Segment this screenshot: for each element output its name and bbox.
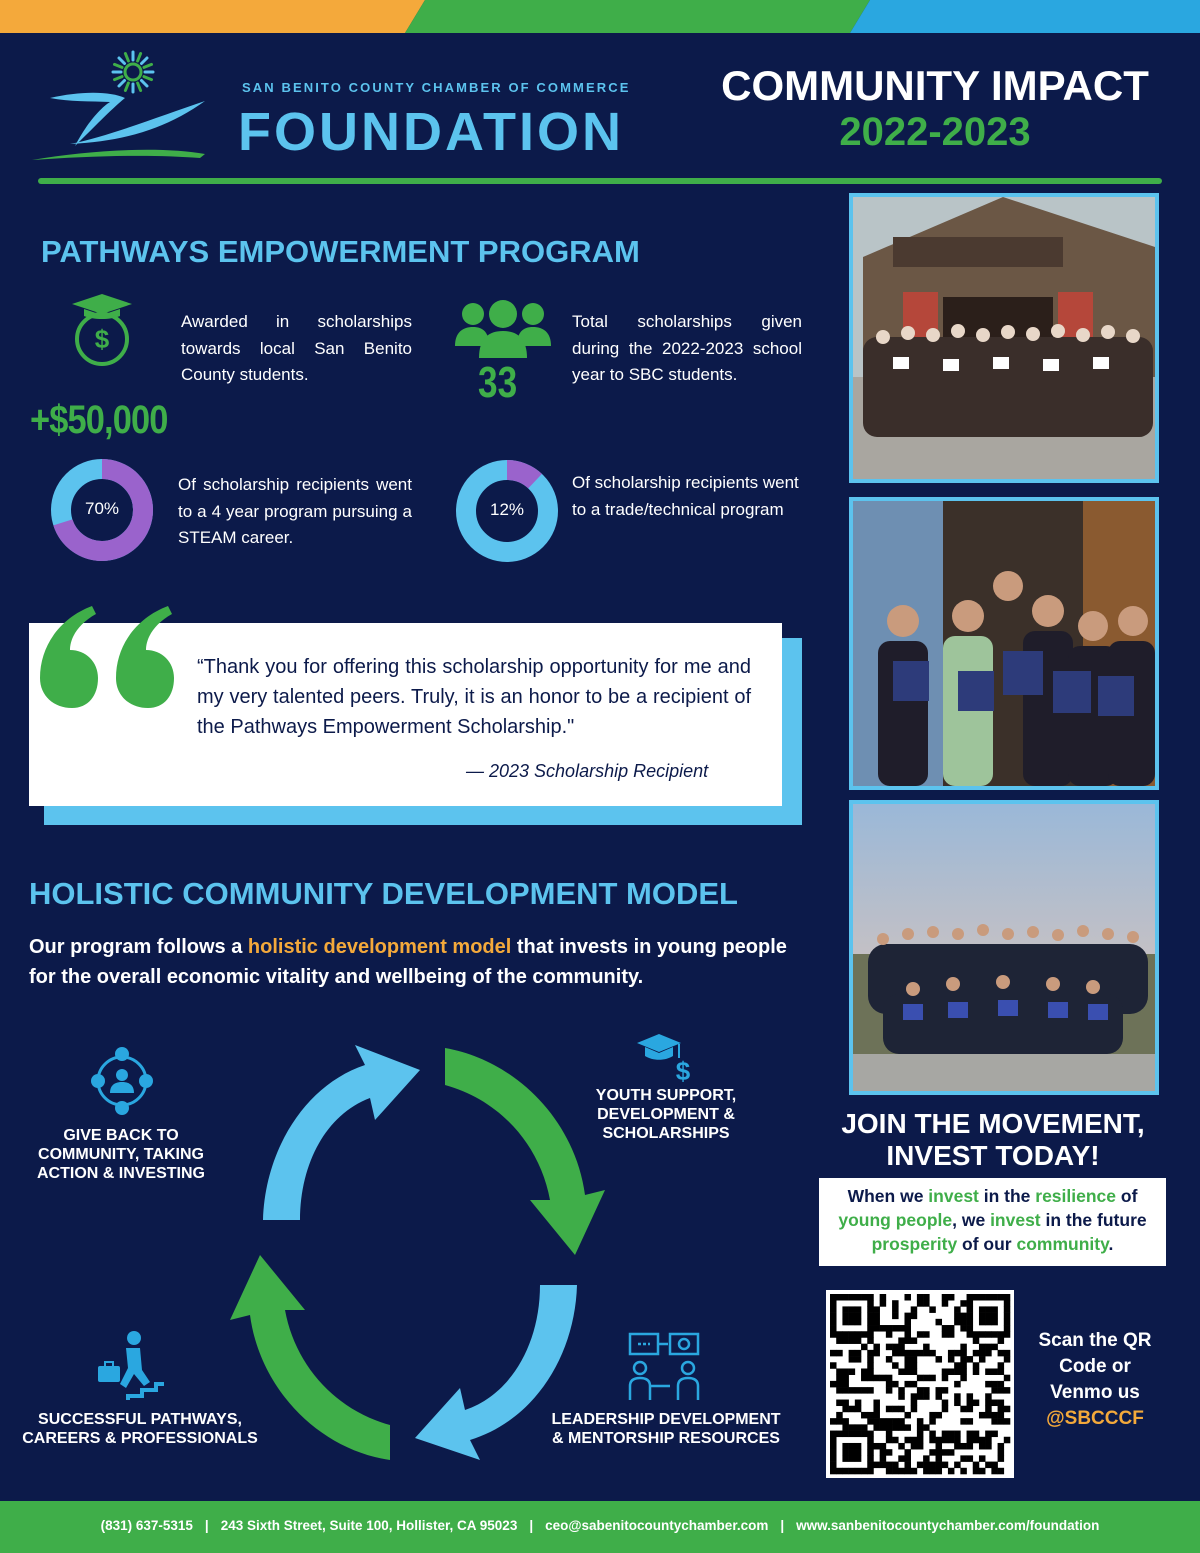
footer-separator: | [780,1518,785,1533]
arrow-top-right [445,1048,605,1255]
invest-line-1 [819,1184,1166,1208]
scan-instructions [1030,1328,1160,1432]
trade-percent-label: 12% [489,500,525,519]
invest-highlight: invest [928,1186,979,1206]
invest-text: of our [957,1234,1017,1254]
invest-highlight: community [1016,1234,1109,1254]
pathways-title: PATHWAYS EMPOWERMENT PROGRAM [41,234,640,269]
invest-highlight: young people [838,1210,953,1230]
join-heading [818,1108,1168,1172]
footer-separator: | [204,1518,209,1533]
lead-text-end: that invests in young people for the overall economic vitality and wellbeing of the community. [29,936,787,988]
photo-students-certificates [849,497,1159,790]
amount-description: Awarded in scholarships towards local San Benito County students. [181,312,412,384]
footer-separator: | [529,1518,534,1533]
invest-text: , we [952,1210,991,1230]
quote-attribution: — 2023 Scholarship Recipient [466,761,709,781]
trade-description: Of scholarship recipients went to a trade/technical program [572,473,799,519]
mentorship-icon [628,1330,700,1402]
footer-website[interactable]: www.sanbenitocountychamber.com/foundation [796,1518,1100,1533]
cycle-label-give-back: GIVE BACK TO COMMUNITY, TAKING ACTION & INVESTING [36,1127,205,1182]
venmo-handle[interactable]: @SBCCCF [1046,1408,1144,1429]
scan-text: Scan the QR Code or Venmo us [1038,1330,1152,1403]
invest-line-3 [819,1232,1166,1256]
arrow-top-left [263,1045,420,1220]
count-description: Total scholarships given during the 2022-2023 school year to SBC students. [572,312,802,384]
invest-text: in the [978,1186,1036,1206]
foundation-logo [30,46,670,166]
footer-contact [0,1518,1200,1533]
steam-description: Of scholarship recipients went to a 4 year program pursuing a STEAM career. [178,475,412,547]
invest-text: When we [847,1186,929,1206]
photo-group-barn [849,193,1159,483]
invest-text: in the future [1040,1210,1147,1230]
holistic-title: HOLISTIC COMMUNITY DEVELOPMENT MODEL [29,876,738,911]
career-steps-icon [96,1330,164,1402]
qr-code-icon[interactable] [826,1290,1014,1478]
org-subtitle: SAN BENITO COUNTY CHAMBER OF COMMERCE [242,80,631,95]
community-network-icon [88,1045,156,1117]
org-name: FOUNDATION [238,102,624,162]
cycle-label-youth-support: YOUTH SUPPORT, DEVELOPMENT & SCHOLARSHIPS [595,1087,737,1142]
invest-highlight: resilience [1035,1186,1117,1206]
steam-percent-label: 70% [84,499,120,518]
quote-text: “Thank you for offering this scholarship opportunity for me and my very talented peers. Truly, it is an honor to be a recipient of the Pathways Empowerment Scholarship." [197,656,751,738]
lead-text-start: Our program follows a [29,936,248,958]
trade-donut-chart [455,459,559,563]
join-line-2: INVEST TODAY! [886,1140,1100,1171]
invest-line-2 [819,1208,1166,1232]
footer-email[interactable]: ceo@sabenitocountychamber.com [545,1518,769,1533]
graduation-cap-dollar-icon [637,1030,695,1084]
sun-figure-icon [30,46,210,166]
cycle-label-successful-pathways: SUCCESSFUL PATHWAYS, CAREERS & PROFESSIONALS [22,1411,258,1447]
page-title: COMMUNITY IMPACT [721,62,1149,109]
quote-mark-icon [40,606,180,708]
top-color-bar [0,0,1200,33]
invest-highlight: invest [990,1210,1041,1230]
page-year: 2022-2023 [839,110,1031,154]
cycle-arrows-diagram [205,1040,625,1470]
invest-text: of [1116,1186,1138,1206]
lead-highlight: holistic development model [247,936,512,958]
invest-message-box [819,1178,1166,1266]
scholarship-amount: +$50,000 [30,398,168,442]
people-group-icon [455,300,551,358]
header-divider [38,178,1162,184]
cycle-label-leadership: LEADERSHIP DEVELOPMENT & MENTORSHIP RESOURCES [551,1411,781,1447]
svg-text:$: $ [94,324,110,354]
invest-highlight: prosperity [871,1234,958,1254]
footer-bar [0,1501,1200,1553]
steam-donut-chart [50,458,154,562]
graduation-money-bag-icon [70,292,134,366]
footer-address: 243 Sixth Street, Suite 100, Hollister, CA 95023 [220,1518,518,1533]
join-line-1: JOIN THE MOVEMENT, [841,1108,1145,1139]
photo-group-outdoor [849,800,1159,1095]
invest-text: . [1108,1234,1114,1254]
holistic-lead [29,932,789,992]
footer-phone[interactable]: (831) 637-5315 [100,1518,193,1533]
svg-text:$: $ [675,1056,691,1084]
scholarship-count: 33 [478,358,518,407]
